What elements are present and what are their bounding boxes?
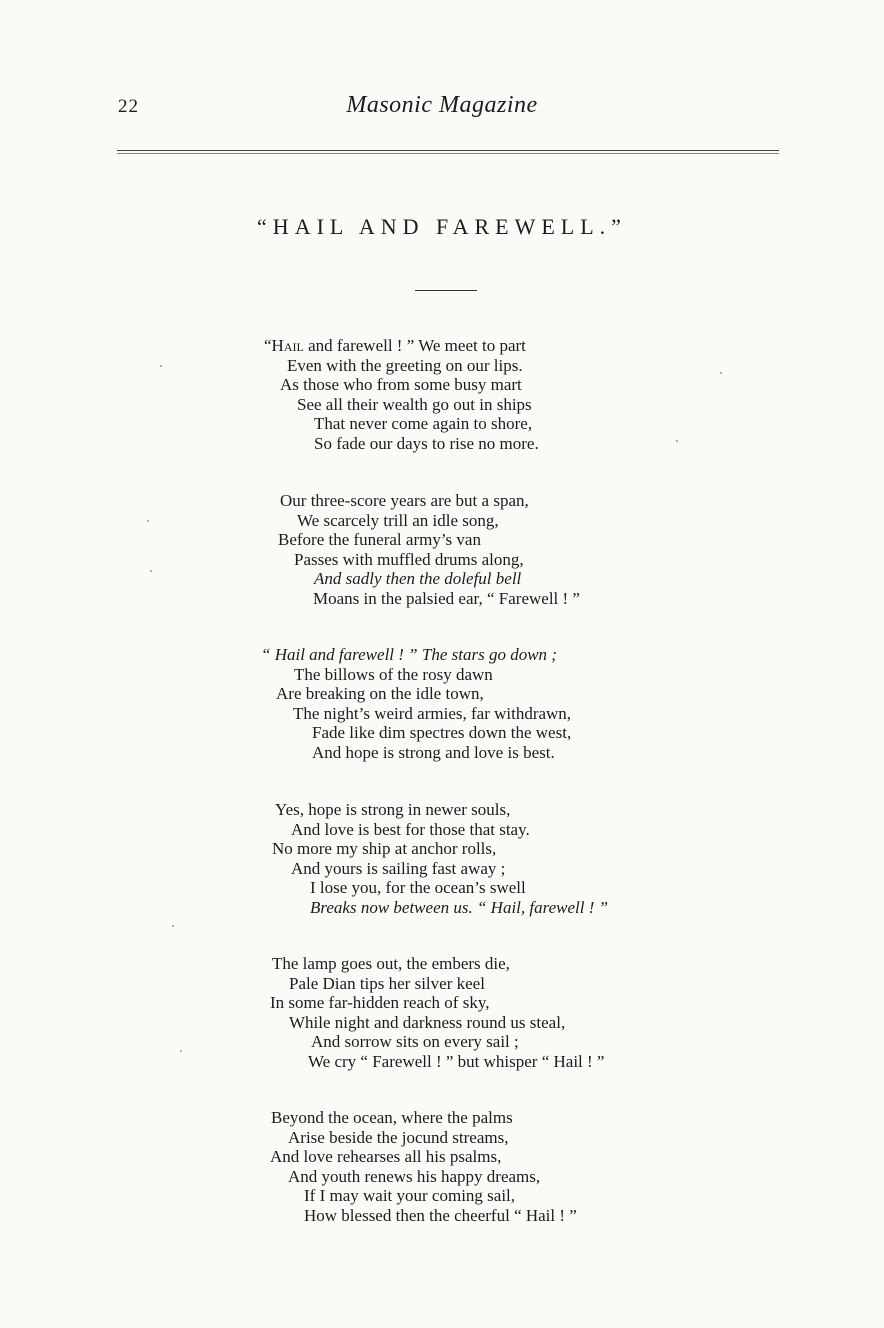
poem-line-text: And youth renews his happy dreams,: [288, 1166, 541, 1186]
poem-line: [308, 1052, 604, 1072]
poem-line-text: While night and darkness round us steal,: [289, 1012, 566, 1032]
poem-title: “HAIL AND FAREWELL.”: [257, 214, 627, 239]
poem-line-text: Beyond the ocean, where the palms: [271, 1108, 513, 1127]
header-rule: [117, 150, 779, 151]
poem-line-text: And sadly then the doleful bell: [314, 569, 522, 588]
poem-line: [313, 589, 580, 609]
poem-line-text: The billows of the rosy dawn: [294, 664, 493, 684]
poem-line-text: The lamp goes out, the embers die,: [272, 954, 510, 973]
page-header: [0, 92, 884, 126]
poem-line: [278, 530, 481, 550]
poem-line-text: That never come again to shore,: [314, 414, 533, 433]
paper-speck: [676, 440, 678, 442]
poem-line-text: Even with the greeting on our lips.: [287, 355, 523, 375]
poem-line: [312, 723, 571, 743]
poem-line-text: No more my ship at anchor rolls,: [272, 839, 497, 858]
poem-line: [294, 665, 493, 685]
poem-line: [312, 743, 555, 763]
poem-line-text: Passes with muffled drums along,: [294, 549, 524, 569]
poem-line: [310, 898, 608, 918]
poem-line: [291, 859, 505, 879]
poem-line: [280, 491, 529, 511]
poem-line: [311, 1032, 519, 1052]
poem-line-text: and farewell ! ” We meet to part: [303, 336, 526, 355]
title-divider: [415, 290, 477, 291]
poem-line: [275, 800, 510, 820]
poem-line-text: Moans in the palsied ear, “ Farewell ! ”: [313, 588, 580, 608]
poem-line: [314, 414, 532, 434]
poem-line-lead: “Hail: [264, 336, 304, 355]
poem-line-text: And hope is strong and love is best.: [312, 742, 555, 762]
paper-speck: [172, 925, 174, 927]
poem-line: [304, 1206, 577, 1226]
poem-line: [271, 1108, 513, 1128]
poem-line-text: “ Hail and farewell ! ” The stars go down ;: [261, 645, 557, 664]
page-number: 22: [118, 96, 139, 117]
poem-line-text: Pale Dian tips her silver keel: [289, 973, 485, 993]
poem-line-text: So fade our days to rise no more.: [314, 433, 539, 453]
poem-line: [294, 550, 524, 570]
poem-line: [272, 839, 496, 859]
poem-line: [280, 375, 522, 395]
paper-speck: [147, 520, 149, 522]
poem-line-text: If I may wait your coming sail,: [304, 1186, 516, 1205]
poem-line: [314, 569, 521, 589]
poem-line: [289, 1013, 565, 1033]
poem-line-text: Our three-score years are but a span,: [280, 491, 529, 510]
poem-line: [272, 954, 510, 974]
poem-line: [297, 511, 499, 531]
poem-line-text: We cry “ Farewell ! ” but whisper “ Hail ! ”: [308, 1051, 605, 1071]
paper-speck: [150, 570, 152, 572]
poem-line-text: Yes, hope is strong in newer souls,: [275, 800, 511, 819]
poem-line: [314, 434, 539, 454]
poem-line: [291, 820, 530, 840]
poem-line-text: Before the funeral army’s van: [278, 530, 481, 549]
poem-line: [288, 1167, 540, 1187]
paper-speck: [720, 372, 722, 374]
poem-line: [276, 684, 484, 704]
poem-line: [297, 395, 532, 415]
poem-line: [289, 974, 485, 994]
poem-line-text: Breaks now between us. “ Hail, farewell ! ”: [310, 897, 609, 917]
header-rule-thin: [117, 153, 779, 154]
poem-line-text: And sorrow sits on every sail ;: [311, 1032, 519, 1051]
poem-line-text: I lose you, for the ocean’s swell: [310, 878, 526, 897]
poem-line: [287, 356, 523, 376]
poem-line-text: We scarcely trill an idle song,: [297, 510, 499, 530]
poem-line: [264, 336, 526, 356]
poem-line: [293, 704, 571, 724]
poem-line-text: And love is best for those that stay.: [291, 819, 530, 839]
poem-line-text: How blessed then the cheerful “ Hail ! ”: [304, 1205, 577, 1225]
poem-line: [270, 1147, 501, 1167]
poem-line: [304, 1186, 515, 1206]
poem-line: [270, 993, 489, 1013]
poem-line-text: See all their wealth go out in ships: [297, 394, 532, 414]
paper-speck: [180, 1050, 182, 1052]
poem-line-text: In some far-hidden reach of sky,: [270, 993, 490, 1012]
poem-line: [288, 1128, 508, 1148]
poem-line-text: Arise beside the jocund streams,: [288, 1127, 509, 1147]
poem-line-text: Are breaking on the idle town,: [276, 684, 484, 703]
running-title: Masonic Magazine: [346, 92, 538, 118]
poem-line: [310, 878, 526, 898]
paper-speck: [160, 365, 162, 367]
poem-line: [261, 645, 557, 665]
poem-line-text: And yours is sailing fast away ;: [291, 858, 506, 878]
poem-line-text: And love rehearses all his psalms,: [270, 1147, 502, 1166]
poem-line-text: Fade like dim spectres down the west,: [312, 723, 572, 742]
poem-line-text: The night’s weird armies, far withdrawn,: [293, 703, 572, 723]
poem-line-text: As those who from some busy mart: [280, 375, 522, 394]
